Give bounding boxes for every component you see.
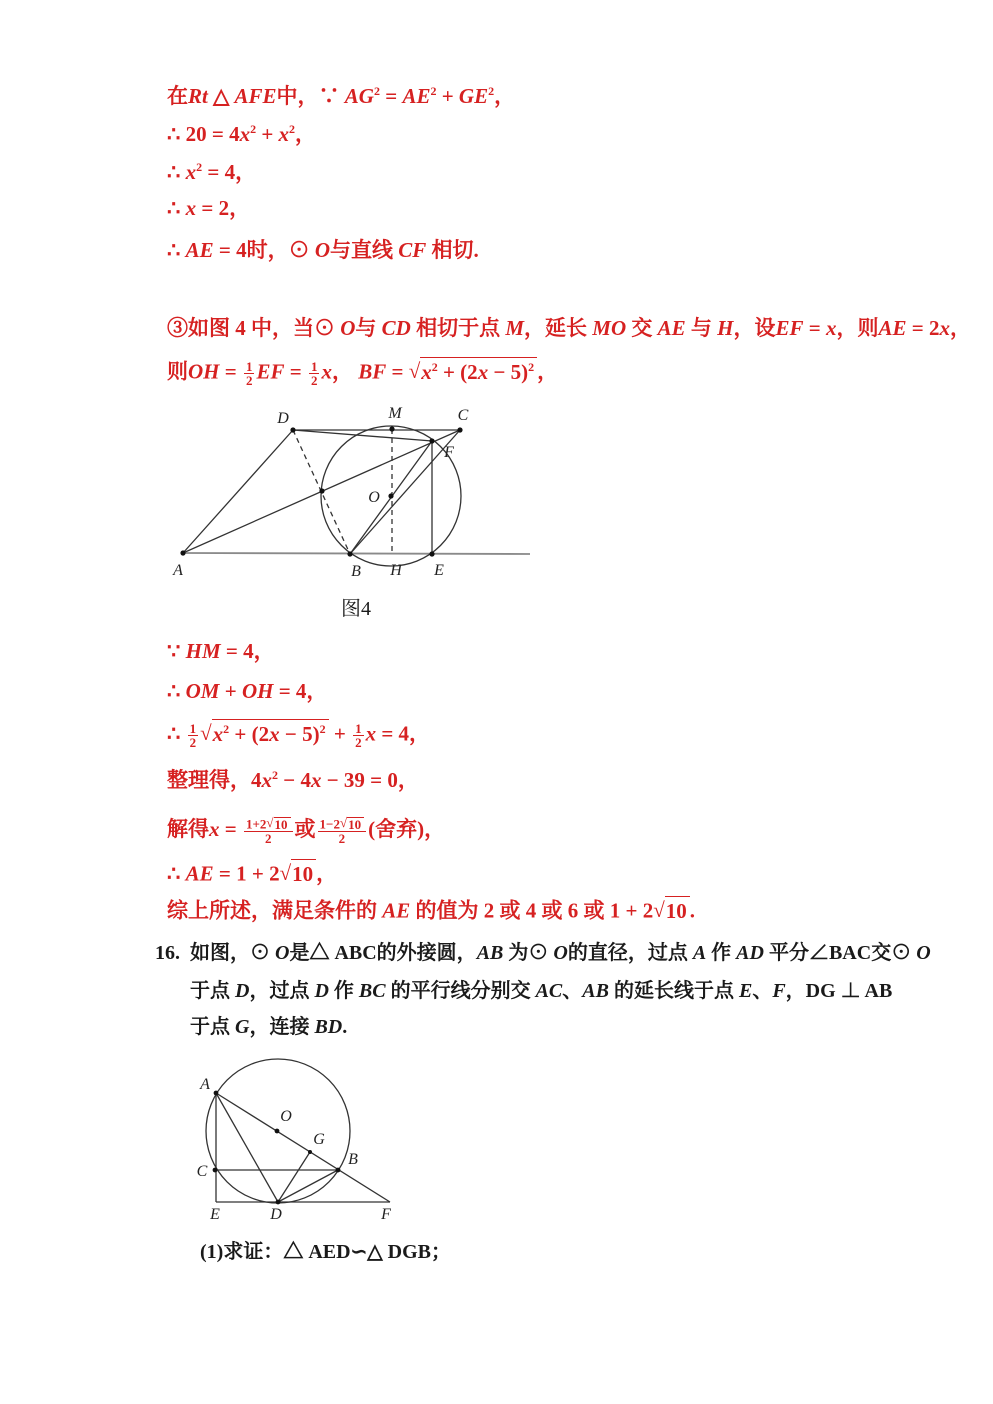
figure-label-B: B [348,1151,358,1168]
problem-text-line: 于点 G，连接 BD. [190,1016,348,1038]
derivation-line: ∴ AE = 1 + 2 √ 10 ， [167,860,338,886]
solution-line: ∴ $x^2 = 4$， [167,160,257,184]
problem-number: 16. [155,942,180,964]
figure-4-lines [183,426,530,566]
figure-label-O: O [280,1108,292,1125]
part-1-line: (1)求证：△ AED∽△ DGB； [200,1241,452,1263]
step3-line: ③如图 4 中，当⊙ O与 CD 相切于点 M，延长 MO 交 AE 与 H，设EF = x，则AE = 2x， [167,316,971,340]
figure-label-A: A [173,562,183,579]
figure-4-points [180,426,462,556]
derivation-line: 综上所述，满足条件的 AE 的值为 2 或 4 或 6 或 1 + 2 √ 10 . [167,897,696,923]
step3-line: 则OH = $\frac{1}{2}$ EF = $\frac{1}{2}$ x， BF = √ $x^2 + (2x - 5)^2$ ， [167,358,559,389]
figure-label-E: E [210,1206,220,1223]
figure-label-C: C [196,1163,208,1180]
figure-label-G: G [313,1131,325,1148]
figure-label-O: O [368,489,380,506]
derivation-line: 整理得，$4x^2 - 4x - 39 = 0$， [167,768,419,792]
problem-text-line: 于点 D，过点 D 作 BC 的平行线分别交 AC、AB 的延长线于点 E、F，DG ⊥ AB [190,980,893,1002]
solution-line: ∴ $20 = 4x^2 + x^2$， [167,122,317,146]
figure-16-lines [206,1059,390,1203]
derivation-line: 解得x = 1+2 √ 10 2 或 1−2 √ 10 2 (舍弃)， [167,815,446,847]
figure-4-diagram [160,403,540,583]
figure-label-A: A [200,1076,210,1093]
figure-label-M: M [388,405,402,422]
derivation-line: ∴ OM + OH = 4， [167,679,328,703]
figure-label-F: F [444,444,454,461]
solution-line: ∴ AE = 4时，⊙ O与直线 CF 相切. [167,238,479,262]
figure-16-diagram [195,1055,407,1223]
solution-line: ∴ x = 2， [167,196,251,220]
figure-4-caption: 图4 [341,598,371,620]
figure-label-D: D [277,410,289,427]
derivation-line: ∴ $\frac{1}{2}$ √ $x^2 + (2x - 5)^2$ + $\frac{1}{2}$ x = 4， [167,720,431,751]
figure-label-E: E [434,562,444,579]
figure-label-F: F [381,1206,391,1223]
solution-line: 在Rt △ AFE中，∵ $AG^2 = AE^2 + GE^2$， [167,84,516,108]
figure-label-D: D [270,1206,282,1223]
problem-text-line: 如图，⊙ O是△ ABC的外接圆，AB 为⊙ O的直径，过点 A 作 AD 平分∠BAC交⊙ O [190,942,931,964]
derivation-line: ∵ HM = 4， [167,639,275,663]
figure-label-H: H [390,562,402,579]
figure-label-C: C [457,407,469,424]
figure-label-B: B [351,563,361,580]
